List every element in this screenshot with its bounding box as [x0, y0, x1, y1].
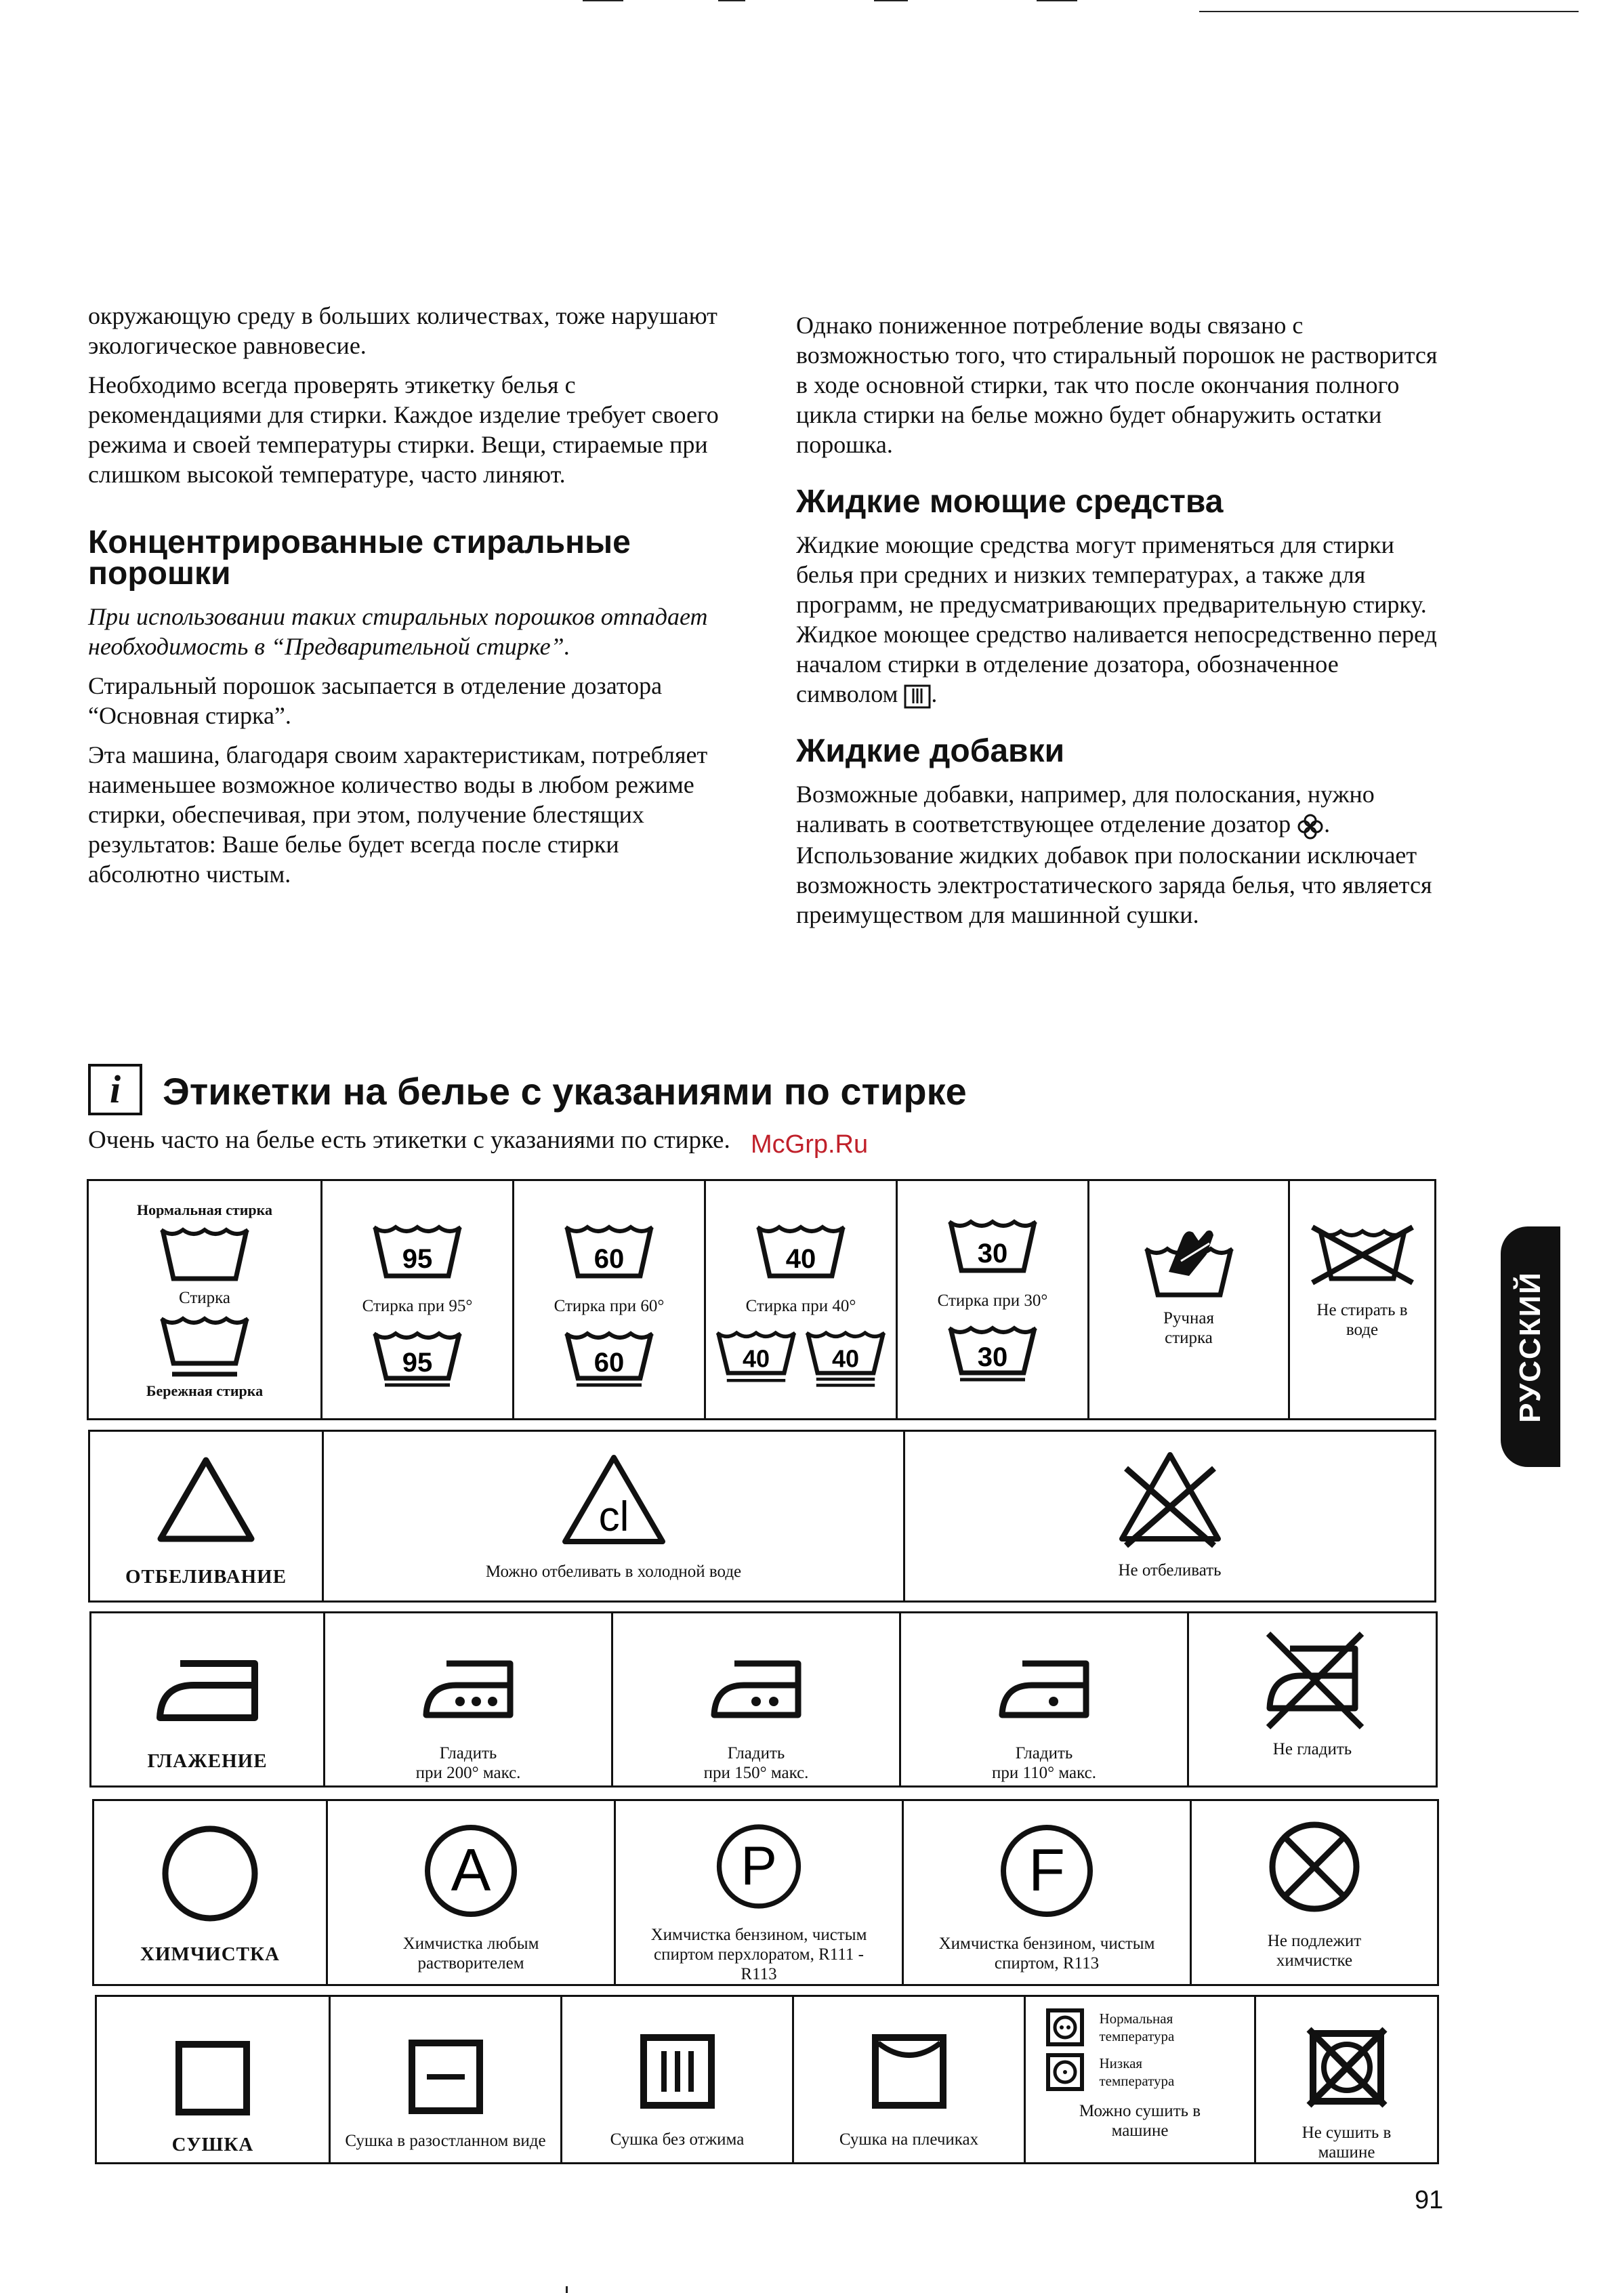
- gentle-wash-30-icon: [945, 1321, 1040, 1382]
- no-dryclean-cell: [1192, 1801, 1437, 1984]
- gentle-40-number: 40: [742, 1344, 770, 1373]
- very-gentle-wash-40-icon: [803, 1327, 888, 1388]
- no-dryclean-label: Не подлежит химчистке: [1267, 1932, 1362, 1970]
- dryclean-a-letter: A: [451, 1836, 491, 1903]
- dryclean-p-cell: [616, 1801, 904, 1984]
- iron-110-label-line2: при 110° макс.: [992, 1764, 1096, 1782]
- wash-30-label: Стирка при 30°: [937, 1292, 1048, 1310]
- no-wash-label: Не стирать в воде: [1316, 1301, 1408, 1339]
- wash-95-number: 95: [402, 1244, 433, 1274]
- tumble-low-row: [1045, 2052, 1235, 2092]
- dryclean-a-icon: [420, 1820, 522, 1922]
- paragraph: Стиральный порошок засыпается в отделение дозатора “Основная стирка”.: [88, 672, 663, 729]
- drying-caption-cell: [97, 1997, 331, 2162]
- iron-110-label-line1: Гладить: [1015, 1744, 1073, 1762]
- paragraph-end: .: [931, 680, 938, 707]
- no-iron-cell: [1189, 1613, 1436, 1785]
- language-tab-label: РУССКИЙ: [1514, 1271, 1547, 1423]
- dry-flat-label: Сушка в разостланном виде: [345, 2132, 546, 2150]
- watermark: McGrp.Ru: [751, 1130, 869, 1159]
- wash-30-icon: [945, 1215, 1040, 1276]
- dry-hanger-cell: [794, 1997, 1026, 2162]
- iron-150-cell: [613, 1613, 901, 1785]
- page-number: 91: [1415, 2186, 1444, 2214]
- dry-no-spin-cell: [562, 1997, 794, 2162]
- gentle-wash-60-icon: [562, 1327, 657, 1388]
- right-column: [796, 310, 1440, 939]
- section-heading: Жидкие добавки: [796, 733, 1065, 769]
- no-dryclean-icon: [1264, 1816, 1365, 1918]
- language-side-tab: [1501, 1226, 1560, 1467]
- dry-hanger-icon: [871, 2033, 947, 2109]
- iron-200-icon: [421, 1655, 516, 1720]
- paragraph: Необходимо всегда проверять этикетку белья с рекомендациями для стирки. Каждое изделие требует своего режима и своей температуры стирки. Вещи, стираемые при слишком высокой температуре, часто линяют.: [88, 371, 719, 488]
- chlorine-symbol: cl: [598, 1493, 629, 1540]
- section-heading: Концентрированные стиральные порошки: [88, 524, 631, 592]
- drying-square-icon: [175, 2040, 251, 2116]
- top-scan-mark: [874, 0, 908, 1]
- top-scan-mark: [1037, 0, 1077, 1]
- chlorine-bleach-icon: [560, 1452, 668, 1547]
- wash-60-number: 60: [594, 1244, 625, 1274]
- gentle-95-number: 95: [402, 1348, 433, 1378]
- info-icon: i: [109, 1067, 121, 1111]
- iron-150-label-line2: при 150° макс.: [703, 1764, 809, 1782]
- wash-40-icon: [753, 1220, 848, 1281]
- tumble-normal-label: Нормальная температура: [1099, 2010, 1175, 2044]
- bleach-symbols-row: [88, 1430, 1436, 1603]
- dryclean-p-label: Химчистка бензином, чистым спиртом перхлоратом, R111 - R113: [650, 1926, 867, 1983]
- hand-wash-icon: [1142, 1224, 1236, 1299]
- dryclean-f-icon: [996, 1820, 1098, 1922]
- iron-110-icon: [997, 1655, 1091, 1720]
- dryclean-caption: ХИМЧИСТКА: [140, 1943, 280, 1965]
- dryclean-f-letter: F: [1028, 1836, 1065, 1903]
- tumble-normal-row: [1045, 2008, 1235, 2047]
- dry-no-spin-label: Сушка без отжима: [610, 2130, 745, 2149]
- no-tumble-dry-icon: [1306, 2027, 1388, 2108]
- iron-200-label-line1: Гладить: [439, 1744, 497, 1762]
- iron-caption: ГЛАЖЕНИЕ: [147, 1750, 268, 1772]
- paragraph: [796, 530, 1440, 709]
- iron-200-cell: [325, 1613, 613, 1785]
- dryclean-f-label: Химчистка бензином, чистым спиртом, R113: [938, 1935, 1155, 1972]
- tumble-dry-label: Можно сушить в машине: [1079, 2102, 1201, 2140]
- very-gentle-40-number: 40: [831, 1344, 860, 1373]
- iron-200-label-line2: при 200° макс.: [415, 1764, 521, 1782]
- no-iron-icon: [1255, 1628, 1370, 1730]
- paragraph-text: Жидкие моющие средства могут применяться для стирки белья при средних и низких температурах, а также для программ, не предусматривающих предварительную стирку. Жидкое моющее средство наливается непосредственно перед началом стирки в отделение дозатора, обозначенное символом: [796, 531, 1437, 707]
- wash-95-label: Стирка при 95°: [362, 1297, 473, 1315]
- info-box: [88, 1064, 142, 1115]
- no-tumble-dry-label: Не сушить в машине: [1302, 2124, 1392, 2162]
- bleach-cold-label: Можно отбеливать в холодной воде: [485, 1563, 742, 1581]
- left-column: [88, 301, 722, 898]
- flower-compartment-icon: [1297, 813, 1324, 840]
- top-scan-mark: [718, 0, 745, 1]
- tumble-dry-low-icon: [1045, 2052, 1085, 2092]
- prewash-compartment-icon: [904, 684, 931, 709]
- wash-95-cell: [322, 1181, 514, 1418]
- gentle-wash-95-icon: [370, 1327, 465, 1388]
- drying-symbols-row: [95, 1995, 1439, 2164]
- no-iron-label: Не гладить: [1272, 1740, 1352, 1758]
- iron-symbols-row: [89, 1611, 1438, 1788]
- drying-caption: СУШКА: [171, 2134, 254, 2155]
- wash-40-number: 40: [785, 1244, 816, 1274]
- wash-60-icon: [562, 1220, 657, 1281]
- normal-wash-label: Нормальная стирка: [137, 1201, 272, 1218]
- top-scan-mark: [583, 0, 623, 1]
- no-bleach-label: Не отбеливать: [1118, 1561, 1222, 1579]
- tumble-dry-normal-icon: [1045, 2008, 1085, 2047]
- dryclean-circle-icon: [159, 1823, 261, 1924]
- bleach-caption: ОТБЕЛИВАНИЕ: [125, 1566, 287, 1588]
- gentle-wash-label: Бережная стирка: [146, 1382, 264, 1399]
- gentle-30-number: 30: [977, 1342, 1008, 1372]
- paragraph: окружающую среду в больших количествах, тоже нарушают экологическое равновесие.: [88, 302, 717, 359]
- paragraph: [796, 779, 1440, 930]
- bleach-caption-cell: [90, 1432, 324, 1600]
- iron-110-cell: [901, 1613, 1189, 1785]
- dryclean-caption-cell: [94, 1801, 328, 1984]
- dryclean-f-cell: [904, 1801, 1192, 1984]
- bleach-cold-cell: [324, 1432, 905, 1600]
- wash-30-cell: [898, 1181, 1089, 1418]
- section-heading: Жидкие моющие средства: [796, 484, 1224, 520]
- iron-caption-cell: [91, 1613, 325, 1785]
- section-title: Этикетки на белье с указаниями по стирке: [163, 1070, 967, 1113]
- bleach-triangle-icon: [155, 1455, 257, 1543]
- dryclean-p-letter: P: [741, 1835, 777, 1897]
- italic-paragraph: При использовании таких стиральных порошков отпадает необходимость в “Предварительной стирке”.: [88, 603, 708, 660]
- wash-tub-icon: [157, 1223, 252, 1284]
- wash-symbols-row: [87, 1179, 1436, 1420]
- paragraph: Эта машина, благодаря своим характеристикам, потребляет наименьшее возможное количество воды в любом режиме стирки, обеспечивая, при этом, получение блестящих результатов: Ваше белье будет всегда после стирки абсолютно чистым.: [88, 741, 708, 888]
- gentle-60-number: 60: [594, 1348, 625, 1378]
- dry-no-spin-icon: [640, 2033, 715, 2109]
- wash-95-icon: [370, 1220, 465, 1281]
- hand-wash-cell: [1089, 1181, 1290, 1418]
- wash-label: Стирка: [178, 1289, 230, 1307]
- paragraph: Однако пониженное потребление воды связано с возможностью того, что стиральный порошок не растворится в ходе основной стирки, так что после окончания полного цикла стирки на белье можно будет обнаружить остатки порошка.: [796, 312, 1438, 458]
- iron-icon: [153, 1650, 262, 1724]
- no-wash-icon: [1308, 1224, 1417, 1285]
- dry-flat-icon: [408, 2039, 484, 2115]
- wash-40-cell: [706, 1181, 898, 1418]
- dryclean-any-label: Химчистка любым растворителем: [402, 1935, 539, 1972]
- iron-150-icon: [709, 1655, 804, 1720]
- dryclean-any-cell: [328, 1801, 616, 1984]
- no-tumble-dry-cell: [1256, 1997, 1437, 2162]
- paragraph-text: . Использование жидких добавок при полоскании исключает возможность электростатического заряда белья, что является преимуществом для машинной сушки.: [796, 810, 1432, 928]
- wash-40-label: Стирка при 40°: [745, 1297, 856, 1315]
- wash-30-number: 30: [977, 1239, 1008, 1268]
- bottom-scan-mark: [566, 2286, 568, 2293]
- paragraph-text: Возможные добавки, например, для полоскания, нужно наливать в соответствующее отделение дозатор: [796, 781, 1375, 838]
- wash-60-cell: [514, 1181, 706, 1418]
- wash-60-label: Стирка при 60°: [554, 1297, 665, 1315]
- dry-flat-cell: [331, 1997, 562, 2162]
- tumble-dry-cell: [1026, 1997, 1256, 2162]
- no-bleach-icon: [1112, 1447, 1228, 1548]
- no-wash-cell: [1290, 1181, 1434, 1418]
- dryclean-p-icon: [708, 1820, 810, 1913]
- hand-wash-label: Ручная стирка: [1163, 1309, 1214, 1347]
- no-bleach-cell: [905, 1432, 1434, 1600]
- dry-hanger-label: Сушка на плечиках: [839, 2130, 979, 2149]
- tumble-low-label: Низкая температура: [1099, 2055, 1175, 2089]
- gentle-wash-40-icon: [713, 1327, 799, 1388]
- wash-basic-cell: [89, 1181, 322, 1418]
- section-intro: Очень часто на белье есть этикетки с указаниями по стирке.: [88, 1126, 730, 1154]
- iron-150-label-line1: Гладить: [727, 1744, 785, 1762]
- gentle-40-group: [713, 1327, 888, 1388]
- top-scan-line: [1199, 11, 1579, 12]
- dryclean-symbols-row: [92, 1799, 1439, 1986]
- gentle-wash-icon: [157, 1312, 252, 1380]
